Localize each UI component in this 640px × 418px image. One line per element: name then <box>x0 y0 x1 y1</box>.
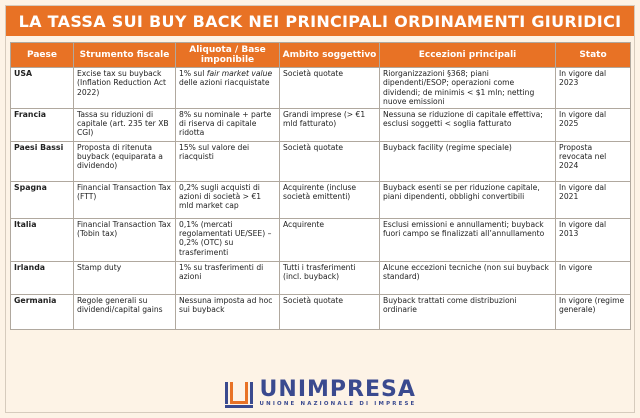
cell-ambito: Tutti i trasferimenti (incl. buyback) <box>280 261 380 294</box>
logo-wordmark: UNIMPRESA <box>259 377 416 402</box>
cell-aliquota: 15% sul valore dei riacquisti <box>176 141 280 181</box>
page-title: LA TASSA SUI BUY BACK NEI PRINCIPALI ORDINAMENTI GIURIDICI <box>18 11 622 31</box>
cell-strumento: Regole generali su dividendi/capital gains <box>74 294 176 329</box>
cell-ambito: Grandi imprese (> €1 mld fatturato) <box>280 108 380 141</box>
cell-eccezioni: Nessuna se riduzione di capitale effettiva; esclusi soggetti < soglia fatturato <box>380 108 556 141</box>
cell-ambito: Società quotate <box>280 68 380 109</box>
header-ambito-soggettivo: Ambito soggettivo <box>280 43 380 68</box>
table-row <box>11 294 631 329</box>
header-aliquota-base: Aliquota / Base imponibile <box>176 43 280 68</box>
cell-aliquota: Nessuna imposta ad hoc sui buyback <box>176 294 280 329</box>
cell-paese: Irlanda <box>11 261 74 294</box>
table-row <box>11 141 631 181</box>
cell-eccezioni: Buyback esenti se per riduzione capitale, piani dipendenti, obblighi convertibili <box>380 181 556 218</box>
cell-ambito: Società quotate <box>280 141 380 181</box>
header-strumento-fiscale: Strumento fiscale <box>74 43 176 68</box>
cell-aliquota <box>176 68 280 109</box>
cell-eccezioni: Riorganizzazioni §368; piani dipendenti/ESOP; operazioni come dividendi; de minimis < $1 mln; netting nuove emissioni <box>380 68 556 109</box>
title-bar <box>6 6 634 36</box>
table-row <box>11 68 631 109</box>
cell-aliquota: 0,2% sugli acquisti di azioni di società > €1 mld market cap <box>176 181 280 218</box>
aliquota-text-italic: fair market value <box>206 69 273 78</box>
cell-aliquota: 1% su trasferimenti di azioni <box>176 261 280 294</box>
cell-strumento: Excise tax su buyback (Inflation Reduction Act 2022) <box>74 68 176 109</box>
cell-ambito: Società quotate <box>280 294 380 329</box>
infographic-frame <box>5 5 635 413</box>
cell-strumento: Financial Transaction Tax (Tobin tax) <box>74 218 176 261</box>
cell-aliquota: 8% su nominale + parte di riserva di capitale ridotta <box>176 108 280 141</box>
aliquota-text-post: delle azioni riacquistate <box>179 78 270 88</box>
cell-strumento: Tassa su riduzioni di capitale (art. 235 ter XB CGI) <box>74 108 176 141</box>
aliquota-text-pre: 1% sul <box>179 69 207 78</box>
table-row <box>11 218 631 261</box>
cell-paese: Francia <box>11 108 74 141</box>
cell-strumento: Financial Transaction Tax (FTT) <box>74 181 176 218</box>
cell-stato: In vigore <box>556 261 631 294</box>
cell-strumento: Proposta di ritenuta buyback (equiparata a dividendo) <box>74 141 176 181</box>
logo-subtitle: UNIONE NAZIONALE DI IMPRESE <box>259 401 417 407</box>
cell-paese: USA <box>11 68 74 109</box>
cell-eccezioni: Buyback facility (regime speciale) <box>380 141 556 181</box>
cell-paese: Paesi Bassi <box>11 141 74 181</box>
cell-ambito: Acquirente <box>280 218 380 261</box>
cell-strumento: Stamp duty <box>74 261 176 294</box>
cell-stato: Proposta revocata nel 2024 <box>556 141 631 181</box>
cell-stato: In vigore dal 2021 <box>556 181 631 218</box>
cell-ambito: Acquirente (incluse società emittenti) <box>280 181 380 218</box>
header-eccezioni-principali: Eccezioni principali <box>380 43 556 68</box>
table-row <box>11 181 631 218</box>
header-paese: Paese <box>11 43 74 68</box>
unimpresa-logo-icon <box>224 380 254 408</box>
cell-paese: Italia <box>11 218 74 261</box>
cell-paese: Spagna <box>11 181 74 218</box>
buyback-tax-table <box>10 42 631 330</box>
cell-eccezioni: Esclusi emissioni e annullamenti; buyback fuori campo se finalizzati all’annullamento <box>380 218 556 261</box>
table-row <box>11 261 631 294</box>
cell-eccezioni: Buyback trattati come distribuzioni ordinarie <box>380 294 556 329</box>
cell-aliquota: 0,1% (mercati regolamentati UE/SEE) – 0,2% (OTC) su trasferimenti <box>176 218 280 261</box>
cell-stato: In vigore dal 2023 <box>556 68 631 109</box>
cell-stato: In vigore dal 2013 <box>556 218 631 261</box>
table-row <box>11 108 631 141</box>
cell-eccezioni: Alcune eccezioni tecniche (non sui buyback standard) <box>380 261 556 294</box>
cell-stato: In vigore dal 2025 <box>556 108 631 141</box>
header-stato: Stato <box>556 43 631 68</box>
table-header-row <box>11 43 631 68</box>
cell-paese: Germania <box>11 294 74 329</box>
logo <box>6 375 634 412</box>
cell-stato: In vigore (regime generale) <box>556 294 631 329</box>
